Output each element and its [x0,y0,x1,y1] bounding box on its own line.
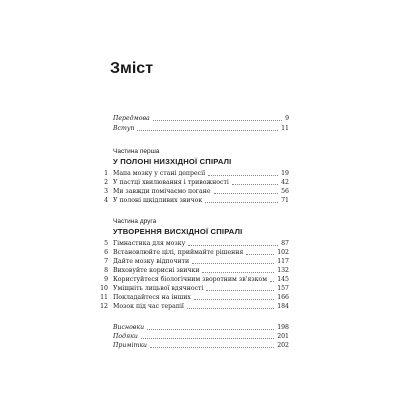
dot-leader [188,245,278,246]
entry-title: Користуйтеся біологічним зворотним зв'язком [113,276,268,283]
dot-leader [194,299,274,300]
entry-title: Виховуйте корисні звички [113,267,200,274]
entry-title: Висновки [113,324,145,331]
page-number: 9 [285,115,289,122]
dot-leader [208,175,278,176]
chapter-number: 11 [100,294,108,301]
toc-entry-chapter[interactable] [100,285,289,293]
page-number: 19 [281,170,289,177]
dot-leader [187,308,274,309]
entry-title: Мапа мозку у стані депресії [113,170,206,177]
entry-title: У пастці хвилювання і тривожності [113,179,229,186]
toc-entry-chapter[interactable] [104,276,289,284]
page-number: 71 [281,197,289,204]
dot-leader [205,202,278,203]
chapter-number: 6 [104,249,108,256]
dot-leader [206,290,274,291]
dot-leader [246,254,274,255]
entry-title: Ми завжди помічаємо погане [113,188,211,195]
chapter-number: 12 [100,303,108,310]
entry-title: Передмова [113,115,150,122]
dot-leader [150,347,274,348]
part-label: Частина друга [113,218,157,225]
toc-entry-chapter[interactable] [104,267,289,275]
dot-leader [232,184,278,185]
chapter-number: 2 [104,179,108,186]
chapter-number: 4 [104,197,108,204]
toc-entry-back[interactable] [113,342,289,350]
toc-entry-chapter[interactable] [104,179,289,187]
page-number: 157 [277,285,289,292]
toc-entry-chapter[interactable] [100,294,289,302]
chapter-number: 9 [104,276,108,283]
toc-entry-chapter[interactable] [104,197,289,205]
toc-entry-chapter[interactable] [104,170,289,178]
toc-entry-front[interactable] [113,115,289,123]
dot-leader [153,120,282,121]
dot-leader [141,338,274,339]
page-number: 102 [277,249,289,256]
part-title: У ПОЛОНІ НИЗХІДНОЇ СПІРАЛІ [113,157,232,166]
entry-title: Дайте мозку відпочити [113,258,190,265]
entry-title: Примітки [113,342,147,349]
part-label: Частина перша [113,148,160,155]
dot-leader [137,130,278,131]
entry-title: У полоні шкідливих звичок [113,197,203,204]
entry-title: Гімнастика для мозку [113,240,186,247]
page-number: 184 [277,303,289,310]
page-number: 42 [281,179,289,186]
dot-leader [192,263,274,264]
chapter-number: 10 [100,285,108,292]
dot-leader [147,329,274,330]
page-number: 198 [277,324,289,331]
chapter-number: 3 [104,188,108,195]
entry-title: Вступ [113,125,135,132]
entry-title: Покладайтеся на інших [113,294,191,301]
toc-entry-front[interactable] [113,125,289,133]
page-number: 56 [281,188,289,195]
toc-entry-chapter[interactable] [104,188,289,196]
part-title: УТВОРЕННЯ ВИСХІДНОЇ СПІРАЛІ [113,227,243,236]
chapter-number: 1 [104,170,108,177]
page-number: 201 [277,333,289,340]
page-title: Зміст [110,60,154,77]
page-number: 117 [277,258,289,265]
page-number: 11 [281,125,289,132]
entry-title: Подяки [113,333,138,340]
dot-leader [270,281,274,282]
toc-entry-chapter[interactable] [100,303,289,311]
entry-title: Уміщніть лицьвої вдячності [113,285,204,292]
toc-entry-chapter[interactable] [104,258,289,266]
dot-leader [214,193,279,194]
chapter-number: 5 [104,240,108,247]
page-number: 166 [277,294,289,301]
page-number: 132 [277,267,289,274]
toc-entry-chapter[interactable] [104,249,289,257]
entry-title: Мозок під час терапії [113,303,184,310]
toc-entry-back[interactable] [113,324,289,332]
toc-entry-chapter[interactable] [104,240,289,248]
page-number: 87 [281,240,289,247]
toc-entry-back[interactable] [113,333,289,341]
page-number: 145 [277,276,289,283]
chapter-number: 7 [104,258,108,265]
chapter-number: 8 [104,267,108,274]
dot-leader [202,272,274,273]
entry-title: Встановлюйте цілі, приймайте рішення [113,249,244,256]
page-number: 202 [277,342,289,349]
